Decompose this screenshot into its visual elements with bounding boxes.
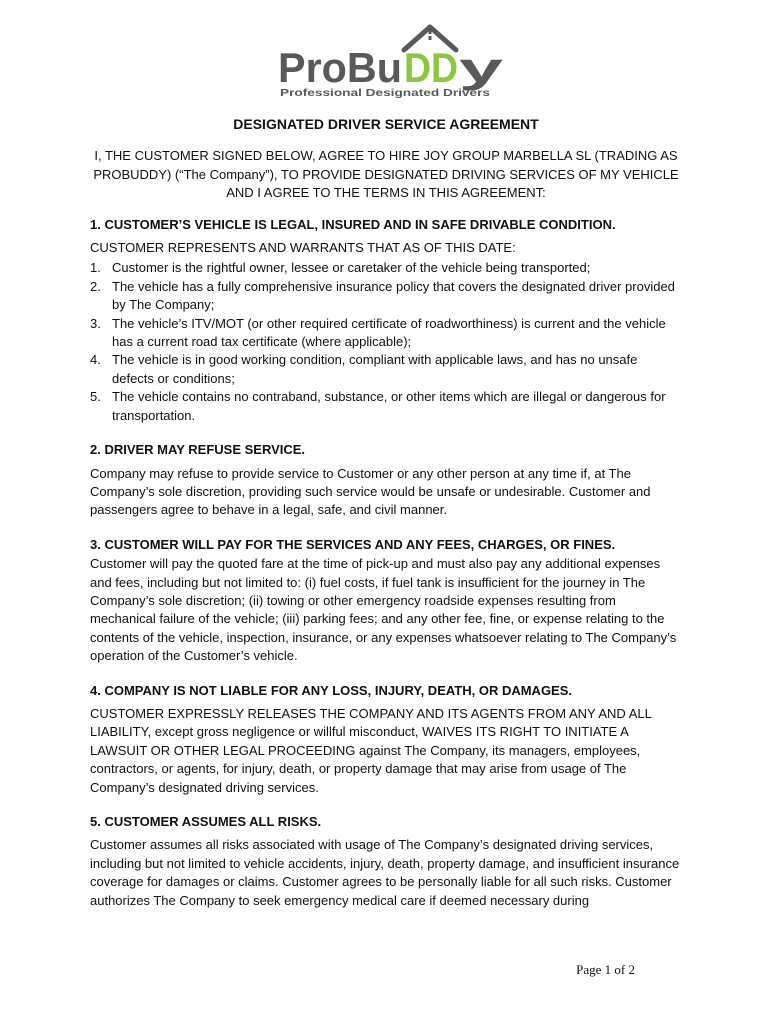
page-number: Page 1 of 2	[576, 962, 635, 977]
logo-brand-dd: DD	[404, 44, 458, 91]
section-1-lead: CUSTOMER REPRESENTS AND WARRANTS THAT AS OF THIS DATE:	[90, 240, 516, 256]
probuddy-logo	[276, 22, 508, 100]
list-item-text: The vehicle has a fully comprehensive insurance policy that covers the designated driver provided by The Company;	[112, 278, 675, 313]
section-1-heading: 1. CUSTOMER’S VEHICLE IS LEGAL, INSURED AND IN SAFE DRIVABLE CONDITION.	[90, 216, 616, 232]
document-title: DESIGNATED DRIVER SERVICE AGREEMENT	[233, 116, 539, 132]
list-item-text: Customer is the rightful owner, lessee or caretaker of the vehicle being transported;	[112, 260, 591, 276]
list-item	[90, 259, 682, 277]
logo-brand-y: y	[459, 44, 505, 91]
list-item	[90, 278, 682, 315]
section-4-body: CUSTOMER EXPRESSLY RELEASES THE COMPANY AND ITS AGENTS FROM ANY AND ALL LIABILITY, except gross negligence or willful misconduct, WAIVES ITS RIGHT TO INITIATE A LAWSUIT OR OTHER LEGAL PROCEEDING against The Company, its managers, employees, contractors, or agents, for injury, death, or property damage that may arise from usage of The Company’s designated driving services.	[90, 705, 652, 795]
list-item-text: The vehicle contains no contraband, substance, or other items which are illegal or dangerous for transportation.	[112, 389, 666, 423]
section-2-heading: 2. DRIVER MAY REFUSE SERVICE.	[90, 442, 306, 458]
section-2-body: Company may refuse to provide service to Customer or any other person at any time if, at The Company’s sole discretion, providing such service would be unsafe or undesirable. Customer and passengers agree to behave in a legal, safe, and civil manner.	[90, 465, 651, 518]
list-item	[90, 351, 682, 388]
agreement-body	[90, 115, 682, 926]
section-3-heading: 3. CUSTOMER WILL PAY FOR THE SERVICES AND ANY FEES, CHARGES, OR FINES.	[90, 536, 616, 552]
section-5-body: Customer assumes all risks associated with usage of The Company’s designated driving services, including but not limited to vehicle accidents, injury, death, property damage, and insufficient insurance coverage for damages or claims. Customer agrees to be personally liable for all such risks. Customer authorizes The Company to seek emergency medical care if deemed necessary during	[90, 837, 680, 908]
section-5-heading: 5. CUSTOMER ASSUMES ALL RISKS.	[90, 814, 322, 829]
list-item-number: 1.	[90, 260, 101, 276]
logo-tagline: Professional Designated Drivers	[280, 88, 491, 99]
section-3-body: Customer will pay the quoted fare at the time of pick-up and must also pay any additional expenses and fees, including but not limited to: (i) fuel costs, if fuel tank is insufficient for the journey in The Company’s sole discretion; (ii) towing or other emergency roadside expenses resulting from mechanical failure of the vehicle; (iii) parking fees; and any other fee, fine, or expense relating to the contents of the vehicle, inspection, insurance, or any expenses whatsoever relating to The Company’s operation of the Customer’s vehicle.	[90, 556, 677, 664]
section-4-heading: 4. COMPANY IS NOT LIABLE FOR ANY LOSS, INJURY, DEATH, OR DAMAGES.	[90, 682, 573, 698]
logo-brand-pro: ProBu	[278, 44, 402, 91]
intro-paragraph: I, THE CUSTOMER SIGNED BELOW, AGREE TO HIRE JOY GROUP MARBELLA SL (TRADING AS PROBUDDY) (“The Company”), TO PROVIDE DESIGNATED DRIVING SERVICES OF MY VEHICLE AND I AGREE TO THE TERMS IN THIS AGREEMENT:	[93, 148, 679, 201]
list-item	[90, 315, 682, 352]
list-item-number: 3.	[90, 315, 101, 331]
list-item-number: 4.	[90, 352, 101, 368]
list-item-text: The vehicle is in good working condition, compliant with applicable laws, and has no unsafe defects or conditions;	[112, 352, 638, 386]
warranties-list	[90, 259, 682, 425]
list-item-number: 5.	[90, 389, 101, 405]
list-item	[90, 388, 682, 425]
list-item-number: 2.	[90, 278, 101, 294]
list-item-text: The vehicle’s ITV/MOT (or other required certificate of roadworthiness) is current and the vehicle has a current road tax certificate (where applicable);	[112, 315, 666, 350]
